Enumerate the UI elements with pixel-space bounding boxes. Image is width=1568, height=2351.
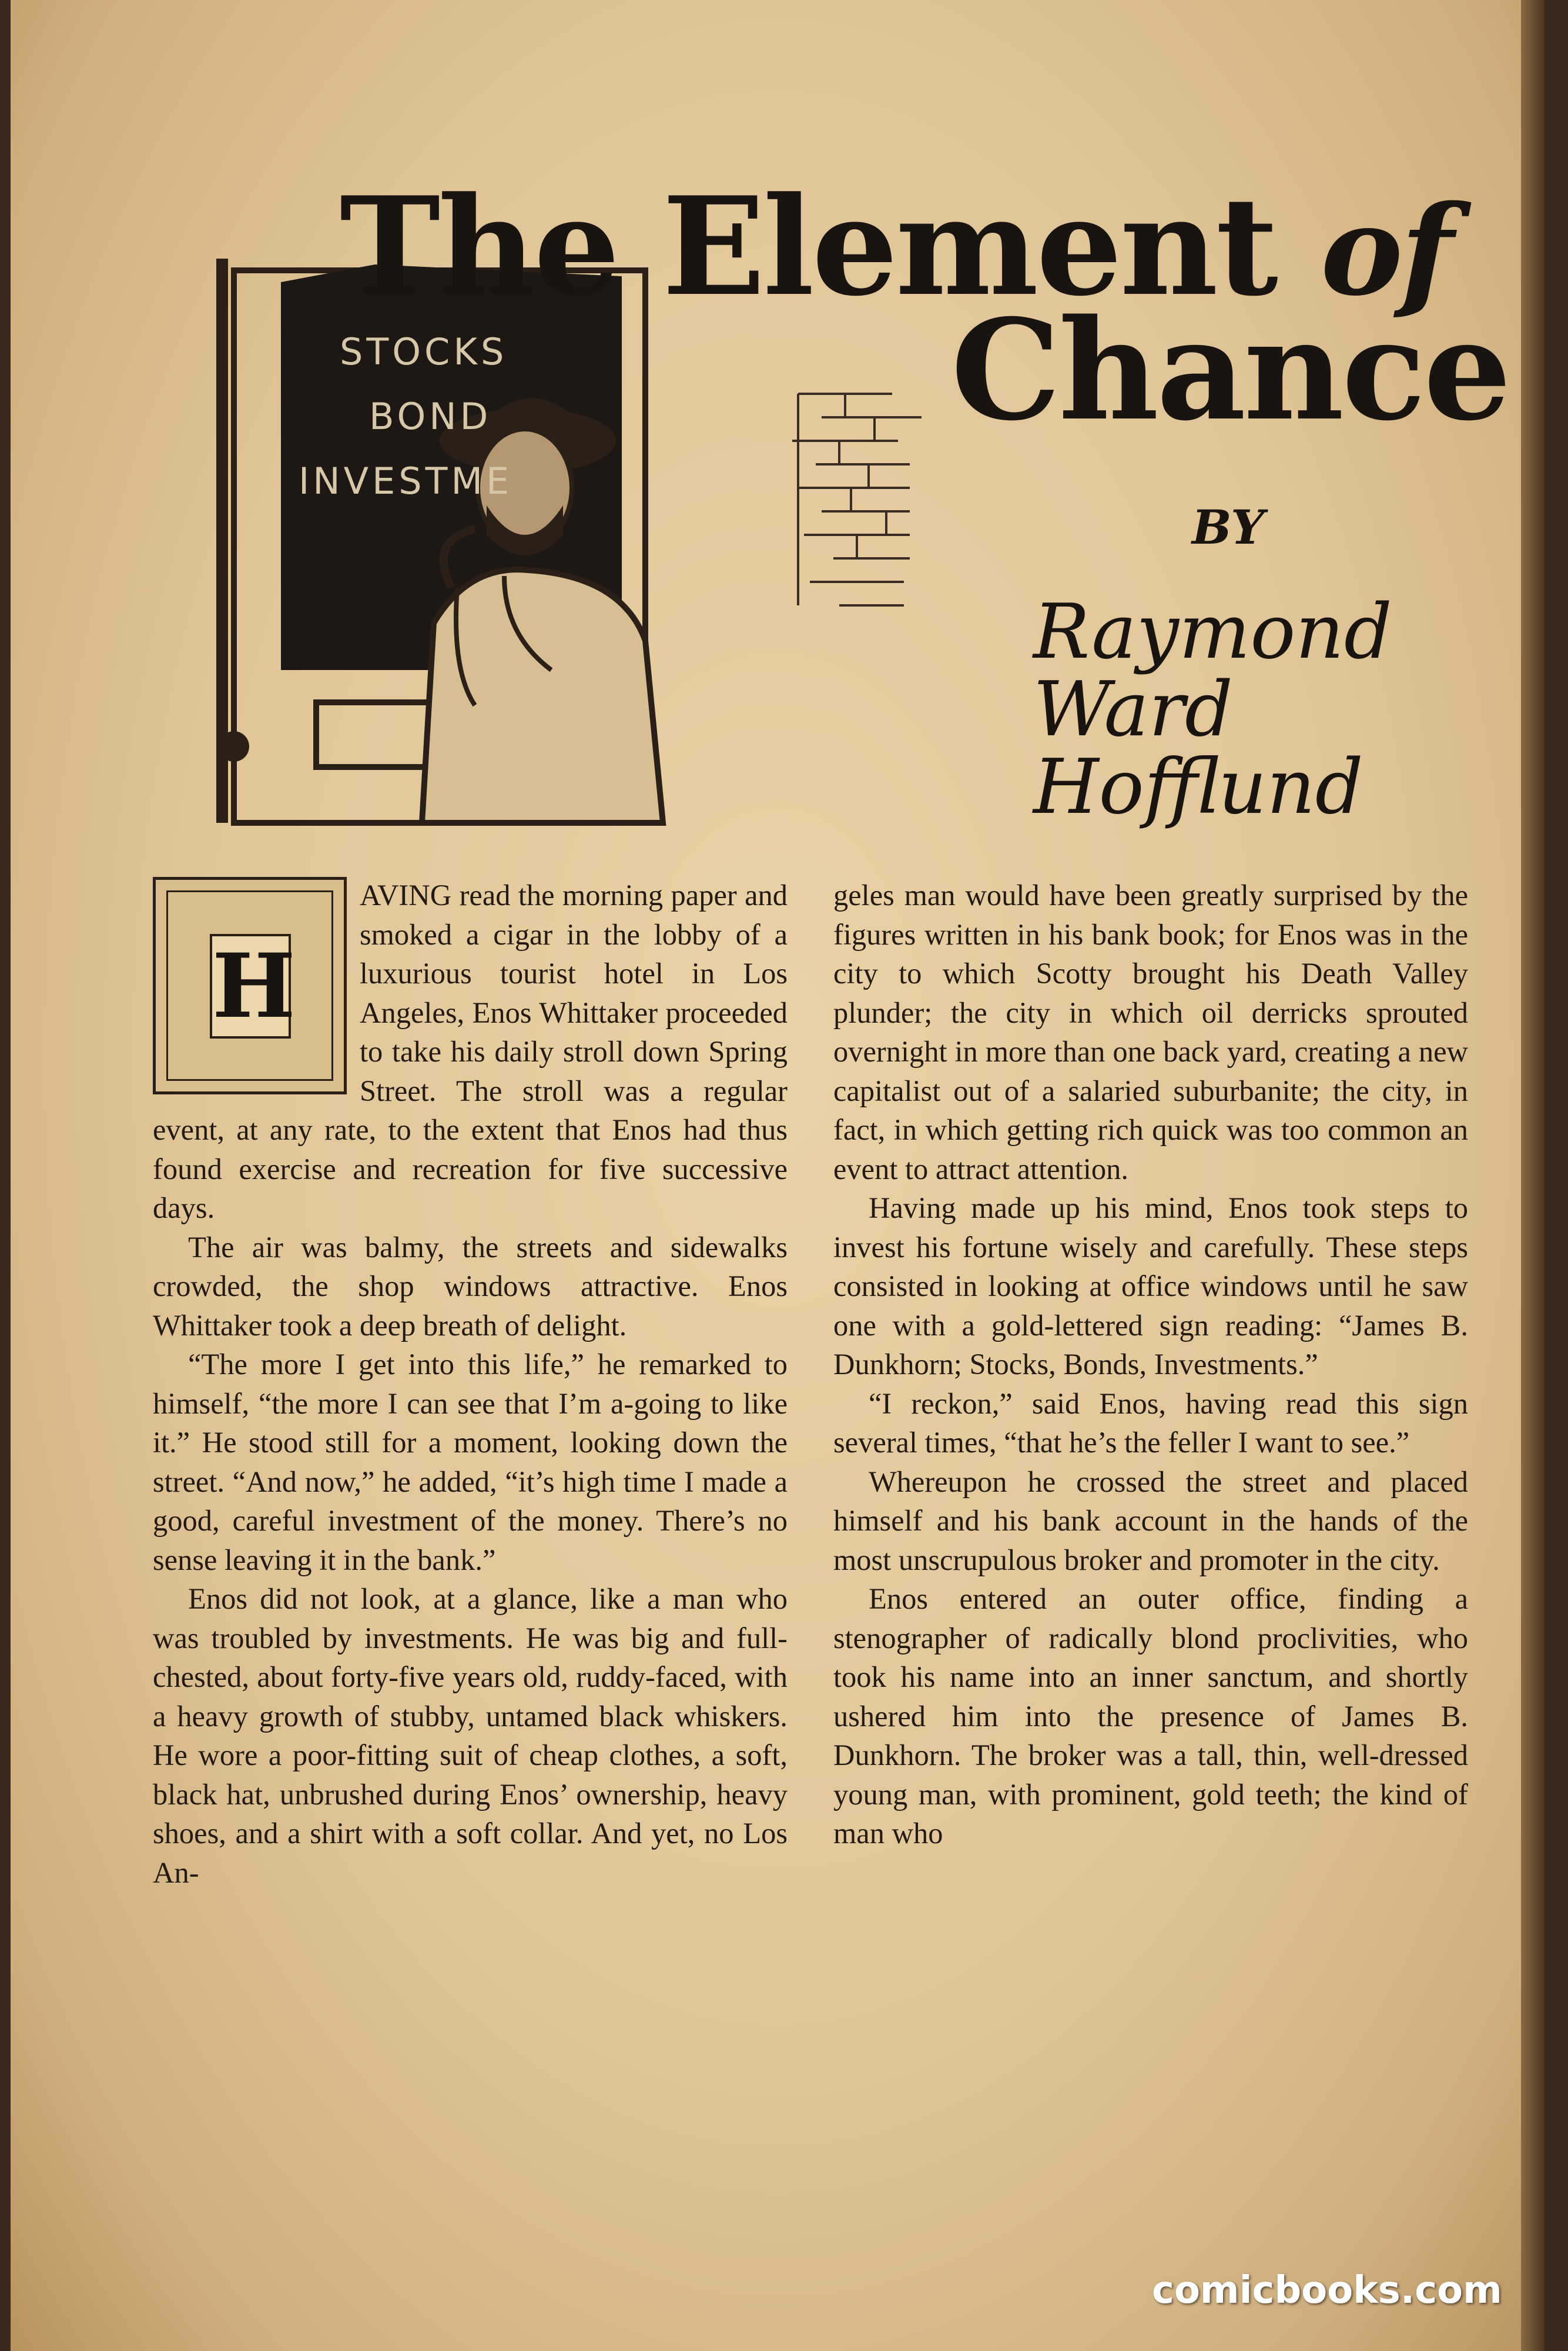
paragraph: The air was balmy, the streets and sidewalks crowded, the shop windows attractive. Enos Whittaker took a deep breath of delight.: [153, 1230, 788, 1342]
article-illustration: [199, 259, 998, 835]
paragraph: “I reckon,” said Enos, having read this sign several times, “that he’s the feller I want to see.”: [833, 1387, 1468, 1459]
article-title-of: of: [1321, 178, 1452, 323]
byline-by: BY: [1192, 500, 1265, 555]
drop-cap: [153, 877, 347, 1094]
paragraph: Whereupon he crossed the street and placed himself and his bank account in the hands of the most unscrupulous broker and promoter in the city.: [833, 1465, 1468, 1576]
author-name: [1033, 588, 1468, 831]
watermark: comicbooks.com: [1152, 2269, 1502, 2312]
window-sign-line-1: STOCKS: [340, 330, 508, 373]
paragraph: Enos did not look, at a glance, like a man who was troubled by investments. He was big and full-chested, about forty-five years old, ruddy-faced, with a heavy growth of stubby, untamed black whiskers. He wore a poor-fitting suit of cheap clothes, a soft, black hat, unbrushed during Enos’ ownership, heavy shoes, and a shirt with a soft collar. And yet, no Los An-: [153, 1582, 788, 1889]
paragraph: geles man would have been greatly surprised by the figures written in his bank book; for Enos was in the city to which Scotty brought his Death Valley plunder; the city in which oil derricks sprouted overnight in more than one back yard, creating a new capitalist out of a salaried suburbanite; the city, in fact, in which getting rich quick was too common an event to attract attention.: [833, 879, 1468, 1185]
article-title-line-2: Chance: [951, 289, 1509, 451]
binding-edge: [1521, 0, 1544, 2351]
paragraph: Having made up his mind, Enos took steps to invest his fortune wisely and carefully. These steps consisted in looking at office windows until he saw one with a gold-lettered sign reading: “James B. Dunkhorn; Stocks, Bonds, Investments.”: [833, 1191, 1468, 1381]
paragraph: “The more I get into this life,” he remarked to himself, “the more I can see that I’m a-going to like it.” He stood still for a moment, looking down the street. “And now,” he added, “it’s high time I made a good, careful investment of the money. There’s no sense leaving it in the bank.”: [153, 1348, 788, 1576]
author-line-3: Hofflund: [1033, 744, 1363, 831]
paragraph: AVING read the morning paper and smoked a cigar in the lobby of a luxurious tourist hotel in Los Angeles, Enos Whittaker proceeded to take his daily stroll down Spring Street. The stroll was a regular event, at any rate, to the extent that Enos had thus found exercise and recreation for five successive days.: [153, 879, 788, 1224]
drop-cap-letter: H: [210, 934, 291, 1039]
author-line-1: Raymond: [1033, 588, 1392, 676]
article-title-text: The Element: [340, 168, 1321, 326]
author-line-2: Ward: [1033, 666, 1233, 753]
body-column-left: [153, 876, 788, 1892]
paragraph: Enos entered an outer office, finding a stenographer of radically blond proclivities, who took his name into an inner sanctum, and shortly ushered him into the presence of James B. Dunkhorn. The broker was a tall, thin, well-dressed young man, with prominent, gold teeth; the kind of man who: [833, 1582, 1468, 1850]
window-sign-line-3: INVESTME: [299, 460, 513, 503]
magazine-page: [11, 0, 1544, 2351]
window-sign-line-2: BOND: [369, 395, 492, 438]
body-column-right: [833, 876, 1468, 1853]
